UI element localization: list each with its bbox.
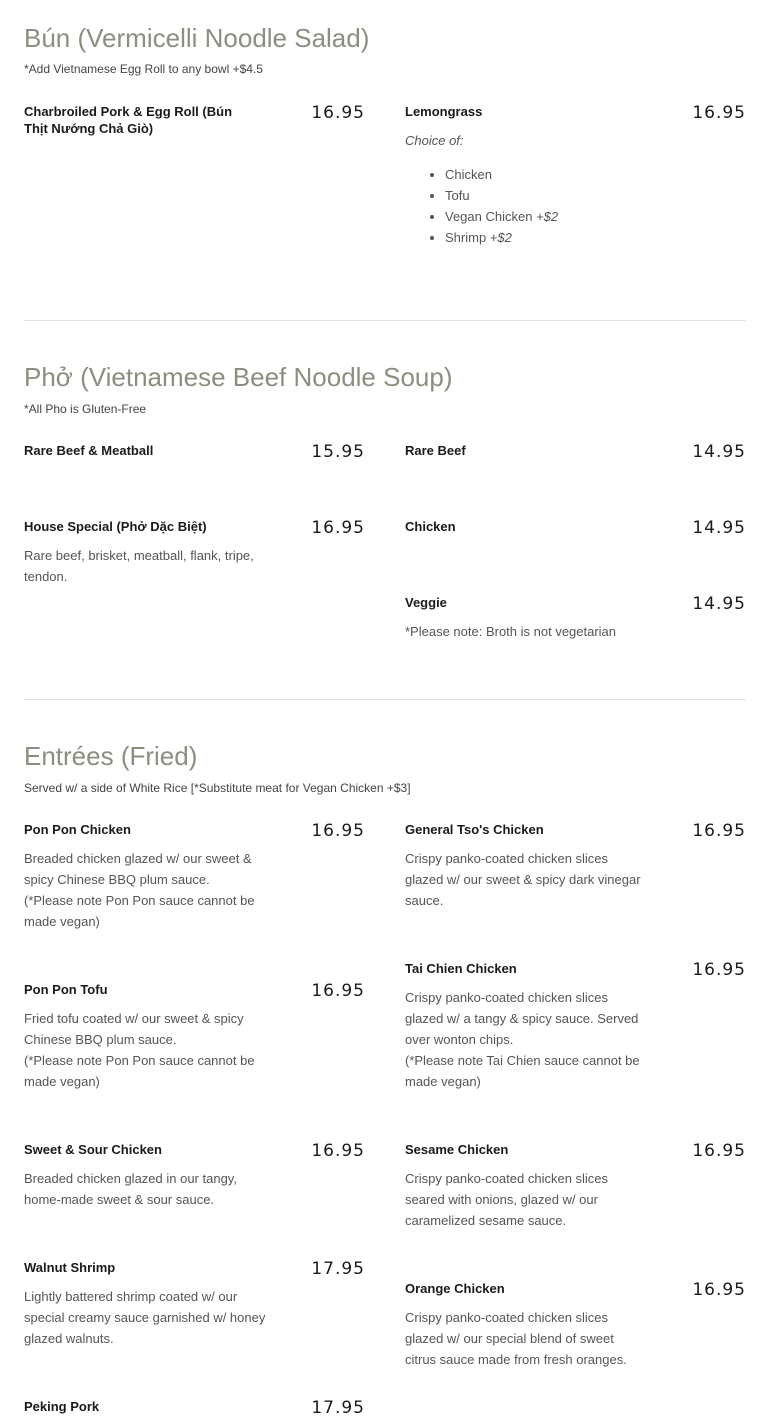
item-price: 16.95 xyxy=(692,1280,746,1300)
menu-item xyxy=(405,594,746,642)
item-description: *Please note: Broth is not vegetarian xyxy=(405,624,617,639)
item-description: Crispy panko-coated chicken slices glazed w/ our special blend of sweet citrus sauce made from fresh oranges. xyxy=(405,1310,627,1367)
menu-item xyxy=(24,981,365,1092)
section-title-pho: Phở (Vietnamese Beef Noodle Soup) xyxy=(24,362,453,392)
menu-item xyxy=(24,1141,365,1210)
item-description: Fried tofu coated w/ our sweet & spicy Chinese BBQ plum sauce. (*Please note Pon Pon sauce cannot be made vegan) xyxy=(24,1011,255,1089)
option-list xyxy=(405,164,746,248)
item-description: Lightly battered shrimp coated w/ our special creamy sauce garnished w/ honey glazed walnuts. xyxy=(24,1289,266,1346)
item-description: Crispy panko-coated chicken slices glazed w/ a tangy & spicy sauce. Served over wonton chips. (*Please note Tai Chien sauce cannot be made vegan) xyxy=(405,990,640,1089)
item-price: 17.95 xyxy=(311,1398,365,1418)
item-description: Breaded chicken glazed w/ our sweet & spicy Chinese BBQ plum sauce. (*Please note Pon Pon sauce cannot be made vegan) xyxy=(24,851,255,929)
item-price: 16.95 xyxy=(311,1141,365,1161)
item-name: Veggie xyxy=(405,595,447,610)
menu-item xyxy=(24,1259,365,1349)
choice-label: Choice of: xyxy=(405,133,464,148)
section-note-bun: *Add Vietnamese Egg Roll to any bowl +$4.5 xyxy=(24,62,263,76)
section-note-entrees: Served w/ a side of White Rice [*Substitute meat for Vegan Chicken +$3] xyxy=(24,781,411,795)
item-name: Tai Chien Chicken xyxy=(405,961,517,976)
menu-item xyxy=(24,103,365,137)
menu-item xyxy=(405,1141,746,1231)
item-name: Chicken xyxy=(405,519,456,534)
item-price: 16.95 xyxy=(311,103,365,123)
item-description: Crispy panko-coated chicken slices seared with onions, glazed w/ our caramelized sesame sauce. xyxy=(405,1171,609,1228)
menu-item xyxy=(405,103,746,248)
section-note-pho: *All Pho is Gluten-Free xyxy=(24,402,147,416)
item-name: Pon Pon Chicken xyxy=(24,822,131,837)
menu-item xyxy=(405,442,746,462)
item-price: 15.95 xyxy=(311,442,365,462)
item-price: 16.95 xyxy=(311,981,365,1001)
item-description: Crispy panko-coated chicken slices glazed w/ our sweet & spicy dark vinegar sauce. xyxy=(405,851,641,908)
menu-item xyxy=(405,821,746,911)
item-name: Walnut Shrimp xyxy=(24,1260,116,1275)
section-title-bun: Bún (Vermicelli Noodle Salad) xyxy=(24,23,370,53)
item-price: 16.95 xyxy=(692,821,746,841)
item-price: 16.95 xyxy=(311,518,365,538)
menu-item xyxy=(24,821,365,932)
item-name: Sweet & Sour Chicken xyxy=(24,1142,162,1157)
item-price: 16.95 xyxy=(692,960,746,980)
item-name: House Special (Phở Dặc Biệt) xyxy=(24,519,207,534)
section-divider xyxy=(24,320,746,321)
item-price: 14.95 xyxy=(692,594,746,614)
item-price: 16.95 xyxy=(692,1141,746,1161)
section-divider xyxy=(24,699,746,700)
item-name: Orange Chicken xyxy=(405,1281,505,1296)
item-name: Rare Beef & Meatball xyxy=(24,443,154,458)
item-name: Lemongrass xyxy=(405,104,483,119)
menu-item xyxy=(405,518,746,538)
item-price: 16.95 xyxy=(692,103,746,123)
item-name: Sesame Chicken xyxy=(405,1142,509,1157)
item-name: Peking Pork xyxy=(24,1399,100,1414)
item-name: Charbroiled Pork & Egg Roll (Bún Thịt Nướng Chả Giò) xyxy=(24,104,233,136)
section-title-entrees: Entrées (Fried) xyxy=(24,741,198,771)
option-item: • Shrimp +$2 xyxy=(445,227,746,248)
item-price: 16.95 xyxy=(311,821,365,841)
option-item: • Tofu xyxy=(445,185,746,206)
item-name: Rare Beef xyxy=(405,443,466,458)
item-description: Breaded chicken glazed in our tangy, home-made sweet & sour sauce. xyxy=(24,1171,237,1207)
item-price: 17.95 xyxy=(311,1259,365,1279)
item-name: General Tso's Chicken xyxy=(405,822,544,837)
item-description: Rare beef, brisket, meatball, flank, tripe, tendon. xyxy=(24,548,254,584)
item-name: Pon Pon Tofu xyxy=(24,982,108,997)
item-price: 14.95 xyxy=(692,518,746,538)
menu-item xyxy=(405,960,746,1092)
option-item: • Vegan Chicken +$2 xyxy=(445,206,746,227)
menu-item xyxy=(24,1398,365,1418)
menu-item xyxy=(24,518,365,587)
menu-item xyxy=(405,1280,746,1370)
option-item: • Chicken xyxy=(445,164,746,185)
menu-item xyxy=(24,442,365,462)
item-price: 14.95 xyxy=(692,442,746,462)
